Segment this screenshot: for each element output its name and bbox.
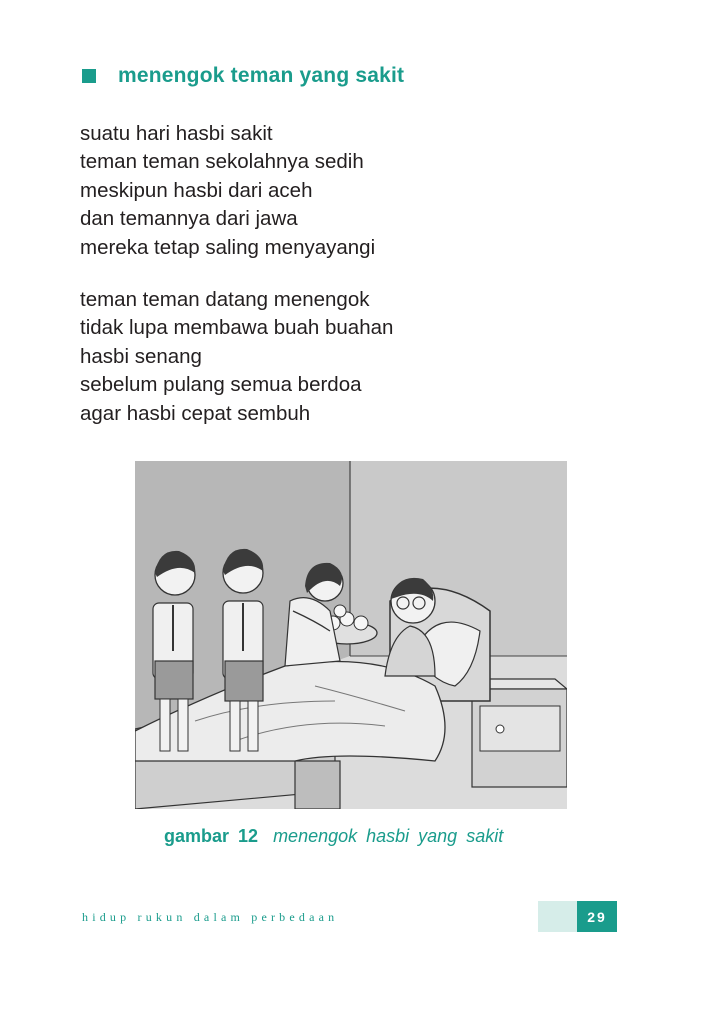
square-bullet-icon [82,69,96,83]
poem-line: sebelum pulang semua berdoa [80,373,362,397]
figure-label: gambar 12 [164,826,259,846]
poem-line: mereka tetap saling menyayangi [80,235,376,259]
section-heading [82,64,404,88]
figure-description: menengok hasbi yang sakit [273,826,504,846]
figure-caption [164,826,503,847]
footer-book-title: hidup rukun dalam perbedaan [82,910,339,924]
boy-1-shorts [155,661,193,699]
illustration-visiting-sick-friend [135,461,567,809]
poem-line: teman teman datang menengok [80,288,370,311]
poem-stanza-1 [80,120,375,262]
drawer-knob-icon [496,725,504,733]
poem-line: hasbi senang [80,344,202,368]
poem-line: agar hasbi cepat sembuh [80,401,311,425]
poem-line: suatu hari hasbi sakit [80,122,273,145]
poem-line: tidak lupa membawa buah buahan [80,316,394,340]
bed-leg [295,761,340,809]
poem-line: meskipun hasbi dari aceh [80,178,313,202]
poem-line: dan temannya dari jawa [80,207,298,231]
boy-2-shorts [225,661,263,701]
poem-stanza-2 [80,286,393,428]
nightstand-drawer [480,706,560,751]
page-number: 29 [577,901,617,932]
poem-line: teman teman sekolahnya sedih [80,150,364,174]
heading-title: menengok teman yang sakit [118,64,405,87]
